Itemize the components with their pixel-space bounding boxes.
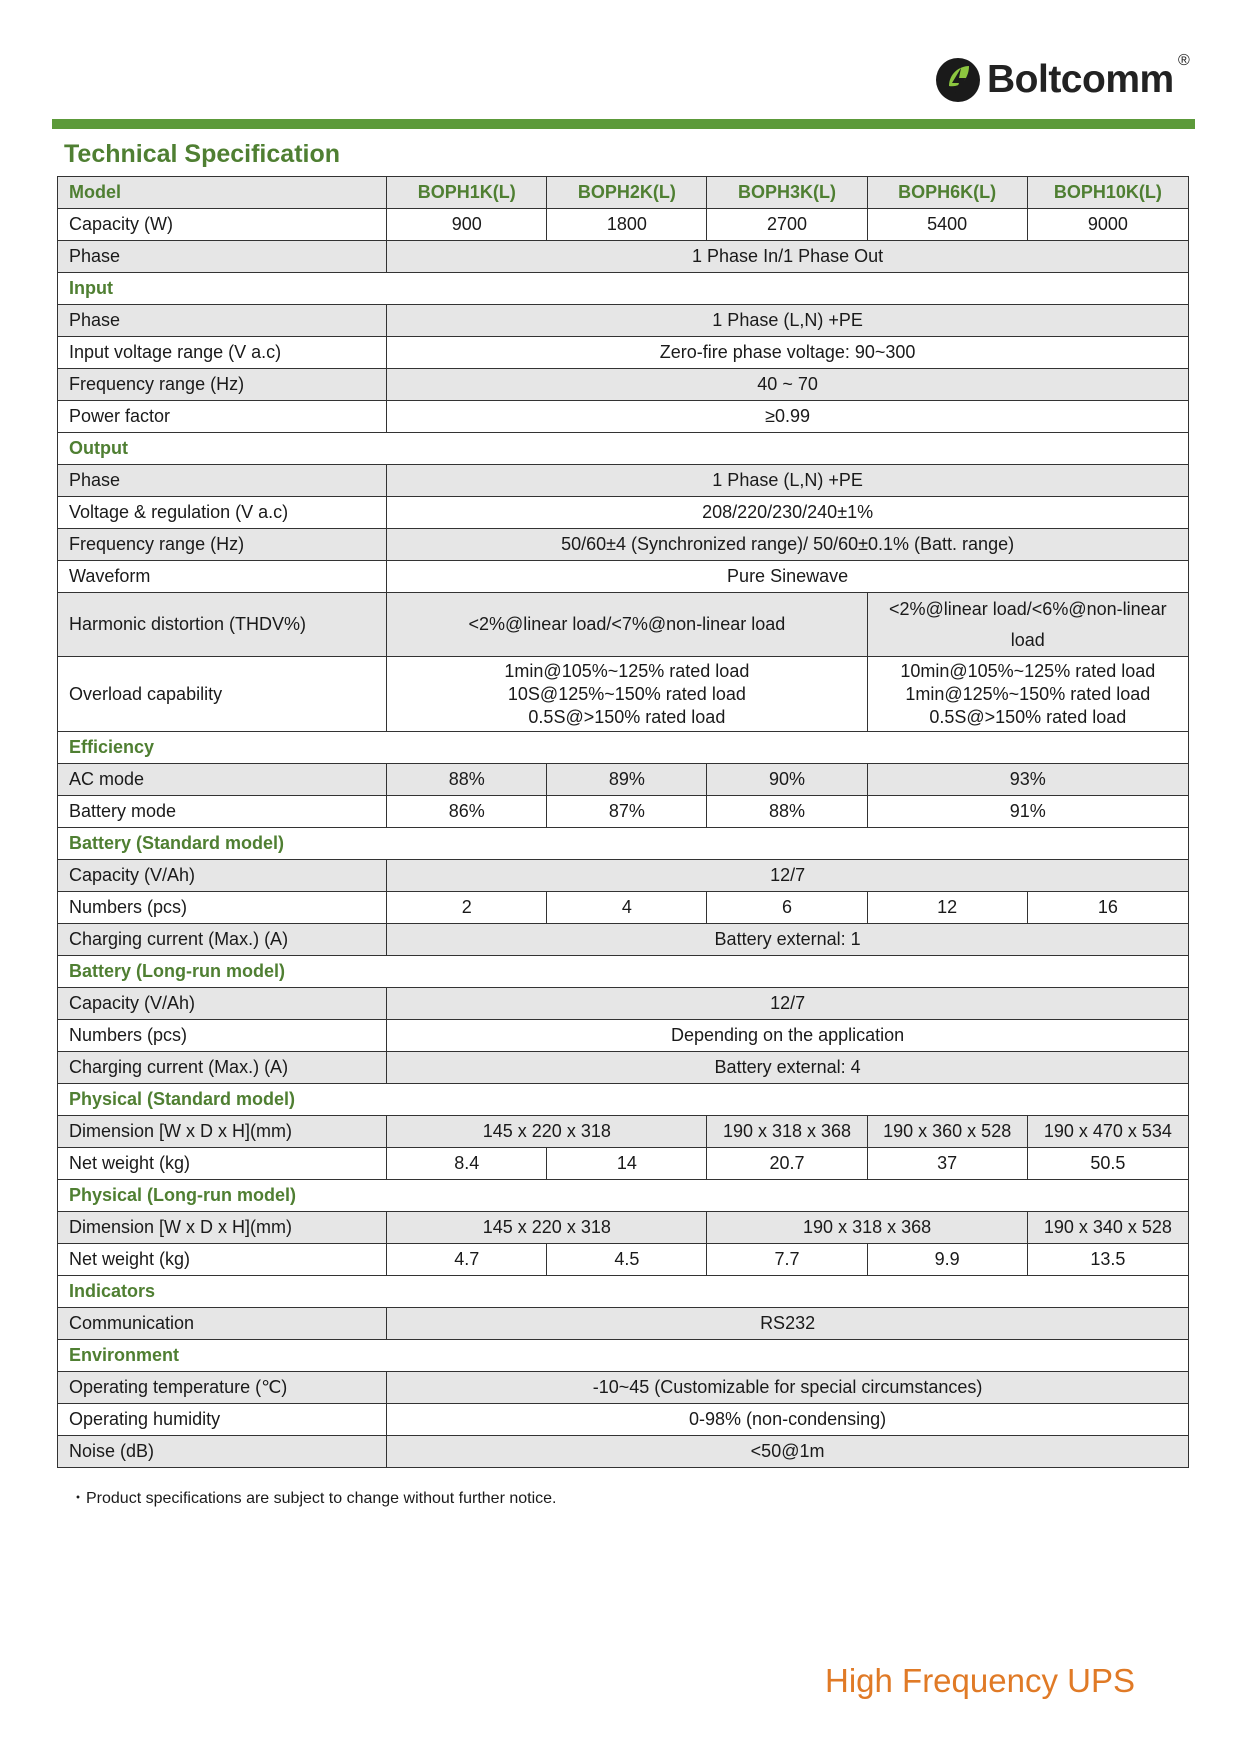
table-row (58, 796, 1189, 828)
cell: 1800 (547, 209, 707, 241)
row-label: Phase (58, 465, 387, 497)
cell: 90% (707, 764, 867, 796)
cell: Battery external: 4 (387, 1052, 1189, 1084)
row-label: Phase (58, 305, 387, 337)
row-label: Harmonic distortion (THDV%) (58, 593, 387, 657)
row-label: AC mode (58, 764, 387, 796)
row-label: Dimension [W x D x H](mm) (58, 1212, 387, 1244)
cell: -10~45 (Customizable for special circumstances) (387, 1372, 1189, 1404)
section-row-input (58, 273, 1189, 305)
table-row (58, 892, 1189, 924)
table-row (58, 465, 1189, 497)
row-label: Capacity (V/Ah) (58, 988, 387, 1020)
header-model-1: BOPH1K(L) (387, 177, 547, 209)
table-row (58, 1148, 1189, 1180)
table-row (58, 529, 1189, 561)
cell: 89% (547, 764, 707, 796)
cell: Battery external: 1 (387, 924, 1189, 956)
cell-line: 10S@125%~150% rated load (507, 683, 746, 704)
cell-line: 1min@125%~150% rated load (905, 683, 1151, 704)
section-row-environment (58, 1340, 1189, 1372)
section-row-battery-standard (58, 828, 1189, 860)
table-row (58, 209, 1189, 241)
section-row-efficiency (58, 732, 1189, 764)
row-label: Numbers (pcs) (58, 892, 387, 924)
cell: 8.4 (387, 1148, 547, 1180)
row-label: Numbers (pcs) (58, 1020, 387, 1052)
row-label: Capacity (V/Ah) (58, 860, 387, 892)
table-row (58, 369, 1189, 401)
cell: 88% (387, 764, 547, 796)
cell-line: 0.5S@>150% rated load (528, 706, 726, 727)
cell: 86% (387, 796, 547, 828)
cell: 145 x 220 x 318 (387, 1116, 707, 1148)
cell: 50.5 (1027, 1148, 1188, 1180)
cell: 1 Phase (L,N) +PE (387, 305, 1189, 337)
cell: 4.5 (547, 1244, 707, 1276)
cell: 145 x 220 x 318 (387, 1212, 707, 1244)
cell: 12/7 (387, 860, 1189, 892)
cell: 190 x 318 x 368 (707, 1212, 1027, 1244)
cell: RS232 (387, 1308, 1189, 1340)
cell: 190 x 340 x 528 (1027, 1212, 1188, 1244)
cell: <2%@linear load/<7%@non-linear load (387, 593, 867, 657)
header-model-3: BOPH3K(L) (707, 177, 867, 209)
cell: Depending on the application (387, 1020, 1189, 1052)
cell: 900 (387, 209, 547, 241)
cell: 14 (547, 1148, 707, 1180)
table-row (58, 305, 1189, 337)
header-model: Model (58, 177, 387, 209)
section-title: Physical (Long-run model) (58, 1180, 1189, 1212)
disclaimer-note: ・Product specifications are subject to change without further notice. (70, 1490, 557, 1507)
cell: 12 (867, 892, 1027, 924)
table-row (58, 337, 1189, 369)
cell (867, 657, 1188, 732)
row-label: Charging current (Max.) (A) (58, 1052, 387, 1084)
table-row (58, 1116, 1189, 1148)
cell: 7.7 (707, 1244, 867, 1276)
cell: 16 (1027, 892, 1188, 924)
row-label: Net weight (kg) (58, 1148, 387, 1180)
cell (387, 657, 867, 732)
cell: 91% (867, 796, 1188, 828)
table-row (58, 764, 1189, 796)
table-row (58, 497, 1189, 529)
table-row (58, 593, 1189, 657)
bolt-leaf-icon (935, 56, 981, 104)
cell: 5400 (867, 209, 1027, 241)
section-row-physical-long (58, 1180, 1189, 1212)
row-label: Waveform (58, 561, 387, 593)
cell-line: load (1010, 629, 1045, 650)
header-model-2: BOPH2K(L) (547, 177, 707, 209)
cell-line: 1min@105%~125% rated load (504, 660, 750, 681)
cell: 37 (867, 1148, 1027, 1180)
spec-table (57, 176, 1189, 1468)
cell-line: <2%@linear load/<6%@non-linear (888, 598, 1167, 619)
cell: 4 (547, 892, 707, 924)
cell: 9000 (1027, 209, 1188, 241)
section-row-physical-standard (58, 1084, 1189, 1116)
row-label: Battery mode (58, 796, 387, 828)
row-label: Net weight (kg) (58, 1244, 387, 1276)
cell: 20.7 (707, 1148, 867, 1180)
cell: 1 Phase In/1 Phase Out (387, 241, 1189, 273)
cell: 4.7 (387, 1244, 547, 1276)
table-row (58, 561, 1189, 593)
cell: 93% (867, 764, 1188, 796)
table-row (58, 1436, 1189, 1468)
table-row (58, 1372, 1189, 1404)
row-label: Operating humidity (58, 1404, 387, 1436)
cell: <50@1m (387, 1436, 1189, 1468)
table-row (58, 860, 1189, 892)
section-title: Indicators (58, 1276, 1189, 1308)
section-title: Physical (Standard model) (58, 1084, 1189, 1116)
table-row (58, 1052, 1189, 1084)
cell: 2 (387, 892, 547, 924)
row-label: Phase (58, 241, 387, 273)
table-row (58, 1212, 1189, 1244)
section-row-indicators (58, 1276, 1189, 1308)
table-row (58, 1404, 1189, 1436)
cell: 0-98% (non-condensing) (387, 1404, 1189, 1436)
row-label: Noise (dB) (58, 1436, 387, 1468)
section-title: Efficiency (58, 732, 1189, 764)
header-model-5: BOPH10K(L) (1027, 177, 1188, 209)
row-label: Overload capability (58, 657, 387, 732)
header-model-4: BOPH6K(L) (867, 177, 1027, 209)
table-row (58, 1244, 1189, 1276)
brand-name: Boltcomm (987, 58, 1174, 101)
cell: 190 x 360 x 528 (867, 1116, 1027, 1148)
header-rule (52, 119, 1195, 129)
cell: 2700 (707, 209, 867, 241)
row-label: Communication (58, 1308, 387, 1340)
section-title: Output (58, 433, 1189, 465)
table-row (58, 1020, 1189, 1052)
row-label: Operating temperature (℃) (58, 1372, 387, 1404)
cell: ≥0.99 (387, 401, 1189, 433)
row-label: Capacity (W) (58, 209, 387, 241)
row-label: Frequency range (Hz) (58, 529, 387, 561)
table-row (58, 241, 1189, 273)
table-header-row (58, 177, 1189, 209)
cell: 40 ~ 70 (387, 369, 1189, 401)
page-title: Technical Specification (64, 140, 341, 168)
row-label: Input voltage range (V a.c) (58, 337, 387, 369)
row-label: Voltage & regulation (V a.c) (58, 497, 387, 529)
cell: Zero-fire phase voltage: 90~300 (387, 337, 1189, 369)
brand-logo (935, 52, 1190, 104)
section-title: Input (58, 273, 1189, 305)
table-row (58, 657, 1189, 732)
cell (867, 593, 1188, 657)
row-label: Power factor (58, 401, 387, 433)
cell: 87% (547, 796, 707, 828)
row-label: Charging current (Max.) (A) (58, 924, 387, 956)
footer-product-line: High Frequency UPS (825, 1662, 1135, 1699)
table-row (58, 1308, 1189, 1340)
registered-mark: ® (1178, 52, 1190, 69)
table-row (58, 988, 1189, 1020)
table-row (58, 401, 1189, 433)
section-row-battery-long (58, 956, 1189, 988)
section-title: Battery (Long-run model) (58, 956, 1189, 988)
section-title: Environment (58, 1340, 1189, 1372)
cell-line: 0.5S@>150% rated load (929, 706, 1127, 727)
cell: 1 Phase (L,N) +PE (387, 465, 1189, 497)
row-label: Frequency range (Hz) (58, 369, 387, 401)
cell: Pure Sinewave (387, 561, 1189, 593)
cell: 9.9 (867, 1244, 1027, 1276)
cell: 190 x 318 x 368 (707, 1116, 867, 1148)
row-label: Dimension [W x D x H](mm) (58, 1116, 387, 1148)
cell: 190 x 470 x 534 (1027, 1116, 1188, 1148)
cell: 208/220/230/240±1% (387, 497, 1189, 529)
section-title: Battery (Standard model) (58, 828, 1189, 860)
cell-line: 10min@105%~125% rated load (900, 660, 1156, 681)
cell: 50/60±4 (Synchronized range)/ 50/60±0.1% (Batt. range) (387, 529, 1189, 561)
table-row (58, 924, 1189, 956)
cell: 13.5 (1027, 1244, 1188, 1276)
section-row-output (58, 433, 1189, 465)
cell: 6 (707, 892, 867, 924)
cell: 12/7 (387, 988, 1189, 1020)
cell: 88% (707, 796, 867, 828)
